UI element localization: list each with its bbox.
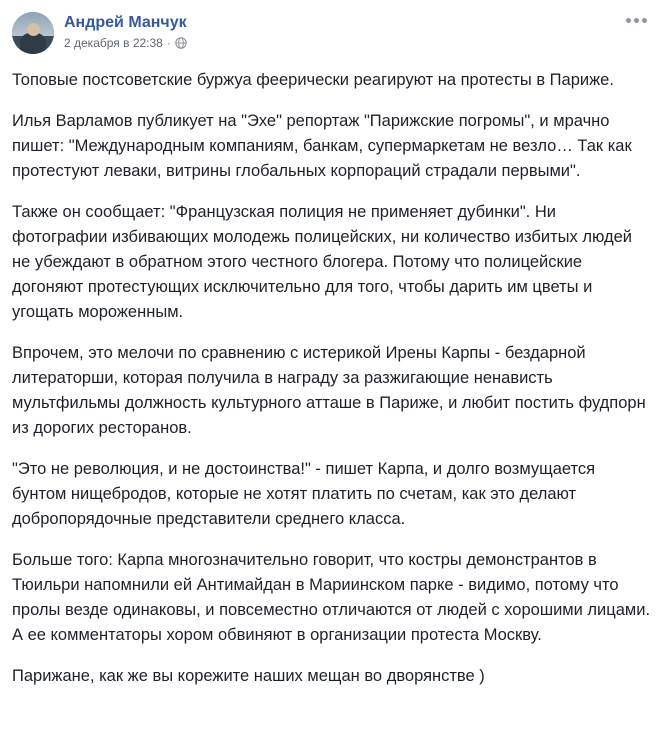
avatar[interactable] (12, 12, 54, 54)
globe-icon[interactable] (175, 37, 187, 49)
meta-separator: · (166, 36, 171, 50)
post-paragraph: Также он сообщает: "Французская полиция не применяет дубинки". Ни фотографии избивающих молодежь полицейских, ни количество избитых людей не убеждают в обратном этого честного блогера. Потому что полицейские догоняют протестующих исключительно для того, чтобы дарить им цветы и угощать мороженным. (12, 203, 637, 321)
post-timestamp[interactable]: 2 декабря в 22:38 (64, 36, 163, 50)
post-paragraph: Парижане, как же вы корежите наших мещан во дворянстве ) (12, 667, 485, 685)
more-options-icon[interactable] (622, 14, 651, 27)
post-paragraph: Топовые постсоветские буржуа феерически реагируют на протесты в Париже. (12, 71, 614, 89)
post-body (0, 54, 665, 689)
dot (634, 18, 639, 23)
post-paragraph: Илья Варламов публикует на "Эхе" репортаж "Парижские погромы", и мрачно пишет: "Международным компаниям, банкам, супермаркетам не везло… Так как протестуют леваки, витрины глобальных корпораций страдали первыми". (12, 112, 637, 180)
dot (642, 18, 647, 23)
post-paragraph: Больше того: Карпа многозначительно говорит, что костры демонстрантов в Тюильри напомнили ей Антимайдан в Мариинском парке - видимо, потому что пролы везде одинаковы, и повсеместно отличаются от людей с хорошими лицами. А ее комментаторы хором обвиняют в организации протеста Москву. (12, 551, 655, 644)
avatar-head (27, 23, 40, 36)
post-author-name[interactable]: Андрей Манчук (64, 14, 187, 31)
post-paragraph: "Это не революция, и не достоинства!" - пишет Карпа, и долго возмущается бунтом нищебродов, которые не хотят платить по счетам, как это делают добропорядочные представители среднего класса. (12, 460, 600, 528)
post-header (0, 0, 665, 54)
post-meta (64, 36, 187, 50)
avatar-body (20, 33, 46, 54)
post-paragraph: Впрочем, это мелочи по сравнению с истерикой Ирены Карпы - бездарной литераторши, которая получила в награду за разжигающие ненависть мультфильмы должность культурного атташе в Париже, и любит постить фудпорн из дорогих ресторанов. (12, 344, 651, 437)
dot (626, 18, 631, 23)
post-author-block (64, 12, 187, 50)
